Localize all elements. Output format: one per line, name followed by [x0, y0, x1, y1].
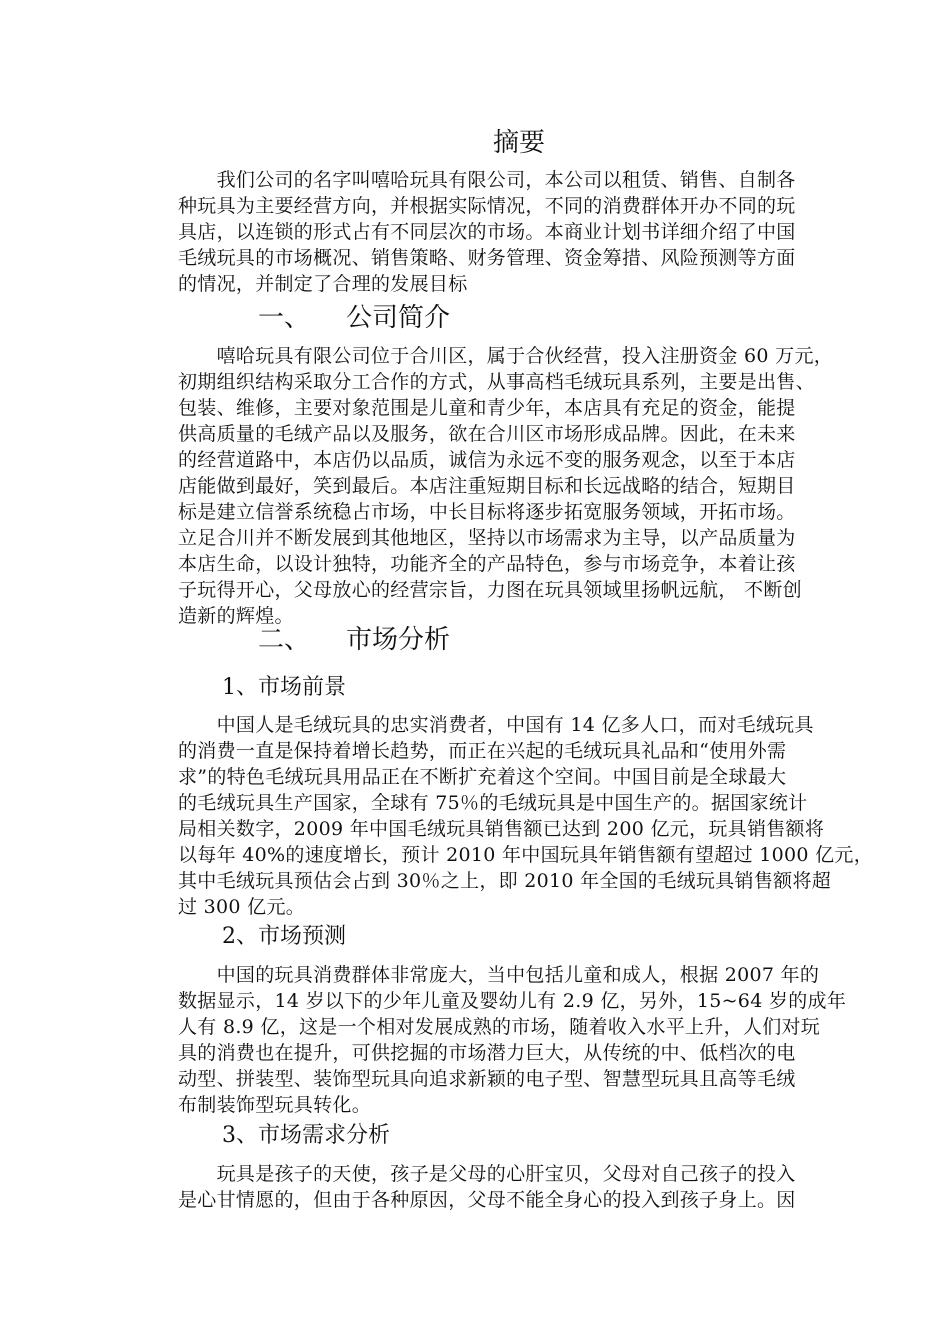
text-line: 过 300 亿元。 [178, 896, 306, 918]
text-line: 玩具是孩子的天使，孩子是父母的心肝宝贝，父母对自己孩子的投入 [178, 1163, 796, 1185]
text-line: 供高质量的毛绒产品以及服务，欲在合川区市场形成品牌。因此，在未来 [178, 423, 796, 445]
text-line: 的消费一直是保持着增长趋势，而正在兴起的毛绒玩具礼品和“使用外需 [178, 740, 787, 762]
text-line: 局相关数字，2009 年中国毛绒玩具销售额已达到 200 亿元，玩具销售额将 [178, 818, 825, 840]
section1-title: 公司简介 [346, 303, 451, 333]
market-outlook-paragraph [178, 712, 874, 920]
text-line: 种玩具为主要经营方向，并根据实际情况，不同的消费群体开办不同的玩 [178, 195, 796, 217]
abstract-title: 摘要 [493, 128, 546, 158]
text-line: 立足合川并不断发展到其他地区，坚持以市场需求为主导，以产品质量为 [178, 527, 796, 549]
text-line: 店能做到最好，笑到最后。本店注重短期目标和长远战略的结合，短期目 [178, 475, 796, 497]
text-line: 的情况，并制定了合理的发展目标 [178, 273, 468, 295]
text-line: 其中毛绒玩具预估会占到 30％之上，即 2010 年全国的毛绒玩具销售额将超 [178, 870, 832, 892]
text-line: 数据显示，14 岁以下的少年儿童及婴幼儿有 2.9 亿，另外，15~64 岁的成年 [178, 990, 847, 1012]
text-line: 求”的特色毛绒玩具用品正在不断扩充着这个空间。中国目前是全球最大 [178, 766, 787, 788]
text-line: 初期组织结构采取分工合作的方式，从事高档毛绒玩具系列，主要是出售、 [178, 371, 815, 393]
market-forecast-paragraph [178, 962, 847, 1118]
text-line: 标是建立信誉系统稳占市场，中长目标将逐步拓宽服务领域，开拓市场。 [178, 501, 796, 523]
text-line: 动型、拼装型、装饰型玩具向追求新颖的电子型、智慧型玩具且高等毛绒 [178, 1068, 796, 1090]
abstract-paragraph [178, 167, 828, 297]
section2-title: 市场分析 [346, 625, 451, 655]
subsection-market-demand: 3、市场需求分析 [222, 1123, 390, 1148]
text-line: 嘻哈玩具有限公司位于合川区，属于合伙经营，投入注册资金 60 万元， [178, 345, 834, 367]
text-line: 具的消费也在提升，可供挖掘的市场潜力巨大，从传统的中、低档次的电 [178, 1042, 796, 1064]
section1-paragraph [178, 343, 834, 629]
text-line: 毛绒玩具的市场概况、销售策略、财务管理、资金筹措、风险预测等方面 [178, 247, 796, 269]
text-line: 布制装饰型玩具转化。 [178, 1094, 372, 1116]
market-demand-paragraph [178, 1161, 828, 1213]
text-line: 以每年 40%的速度增长，预计 2010 年中国玩具年销售额有望超过 1000 亿元， [178, 844, 874, 866]
subsection-market-outlook: 1、市场前景 [222, 675, 346, 700]
section2-heading [258, 624, 450, 656]
text-line: 本店生命，以设计独特，功能齐全的产品特色，参与市场竞争，本着让孩 [178, 553, 796, 575]
text-line: 中国的玩具消费群体非常庞大，当中包括儿童和成人，根据 2007 年的 [178, 964, 820, 986]
text-line: 的经营道路中，本店仍以品质，诚信为永远不变的服务观念，以至于本店 [178, 449, 796, 471]
text-line: 子玩得开心，父母放心的经营宗旨，力图在玩具领域里扬帆远航， 不断创 [178, 579, 802, 601]
text-line: 人有 8.9 亿，这是一个相对发展成熟的市场，随着收入水平上升，人们对玩 [178, 1016, 821, 1038]
text-line: 具店，以连锁的形式占有不同层次的市场。本商业计划书详细介绍了中国 [178, 221, 796, 243]
text-line: 的毛绒玩具生产国家，全球有 75％的毛绒玩具是中国生产的。据国家统计 [178, 792, 808, 814]
text-line: 我们公司的名字叫嘻哈玩具有限公司，本公司以租赁、销售、自制各 [178, 169, 796, 191]
section1-heading [258, 302, 450, 334]
section1-number: 一、 [258, 303, 311, 333]
text-line: 造新的辉煌。 [178, 605, 294, 627]
subsection-market-forecast: 2、市场预测 [222, 924, 346, 949]
section2-number: 二、 [258, 625, 311, 655]
text-line: 中国人是毛绒玩具的忠实消费者，中国有 14 亿多人口，而对毛绒玩具 [178, 714, 814, 736]
text-line: 包装、维修，主要对象范围是儿童和青少年，本店具有充足的资金，能提 [178, 397, 796, 419]
text-line: 是心甘情愿的，但由于各种原因，父母不能全身心的投入到孩子身上。因 [178, 1189, 796, 1211]
